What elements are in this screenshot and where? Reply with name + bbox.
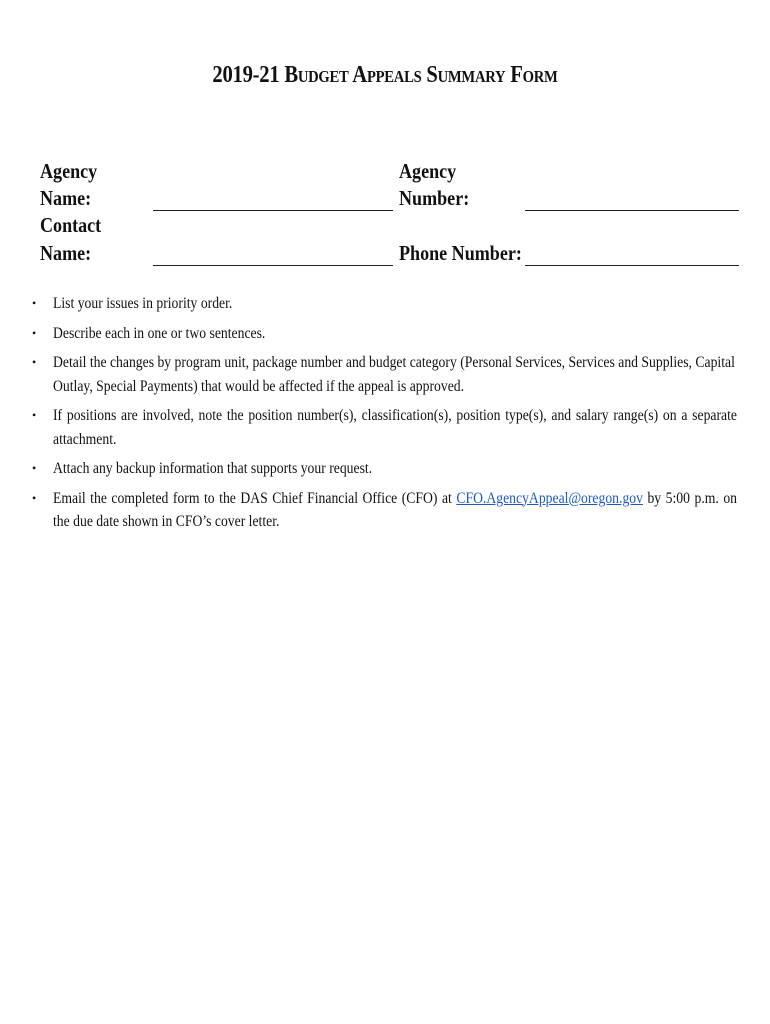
instruction-text: List your issues in priority order. bbox=[53, 295, 233, 312]
list-item bbox=[32, 457, 737, 481]
contact-name-label-line1: Contact bbox=[40, 213, 102, 237]
contact-name-field[interactable] bbox=[153, 265, 393, 266]
bullet-icon: • bbox=[32, 296, 37, 310]
title-year: 2019-21 bbox=[212, 62, 285, 88]
agency-number-field[interactable] bbox=[525, 210, 739, 211]
agency-number-label-line2: Number: bbox=[399, 186, 470, 210]
phone-number-field[interactable] bbox=[525, 265, 739, 266]
phone-number-label: Phone Number: bbox=[399, 241, 522, 265]
instruction-text: Detail the changes by program unit, package number and budget category (Personal Services, Services and Supplies, Capital Outlay, Special Payments) that would be affected if the appeal is approved. bbox=[53, 354, 735, 395]
bullet-icon: • bbox=[32, 325, 37, 340]
page-title bbox=[54, 62, 716, 89]
bullet-icon: • bbox=[32, 461, 37, 475]
agency-name-field[interactable] bbox=[153, 210, 393, 211]
instruction-text: Attach any backup information that supports your request. bbox=[53, 460, 373, 477]
bullet-icon: • bbox=[32, 355, 37, 369]
list-item bbox=[32, 351, 737, 398]
email-instruction-before: Email the completed form to the DAS Chief Financial Office (CFO) at bbox=[53, 489, 457, 507]
bullet-icon: • bbox=[32, 408, 37, 422]
bullet-icon: • bbox=[32, 490, 37, 505]
agency-name-label-line2: Name: bbox=[40, 186, 92, 210]
instruction-text bbox=[53, 487, 737, 534]
list-item bbox=[32, 404, 737, 451]
email-instruction-after: by 5:00 p.m. on the due date shown in CFO’s cover letter. bbox=[53, 489, 737, 530]
list-item bbox=[32, 292, 737, 316]
contact-name-label-line2: Name: bbox=[40, 241, 92, 265]
instruction-text: If positions are involved, note the position number(s), classification(s), position type(s), and salary range(s) on a separate attachment. bbox=[53, 407, 737, 448]
agency-number-label-line1: Agency bbox=[399, 159, 457, 183]
email-link[interactable]: CFO.AgencyAppeal@oregon.gov bbox=[456, 489, 643, 507]
title-text: Budget Appeals Summary Form bbox=[284, 62, 558, 88]
list-item bbox=[32, 322, 737, 346]
instructions-list bbox=[32, 292, 737, 540]
instruction-text: Describe each in one or two sentences. bbox=[53, 324, 266, 342]
list-item bbox=[32, 487, 737, 534]
agency-name-label-line1: Agency bbox=[40, 159, 98, 183]
